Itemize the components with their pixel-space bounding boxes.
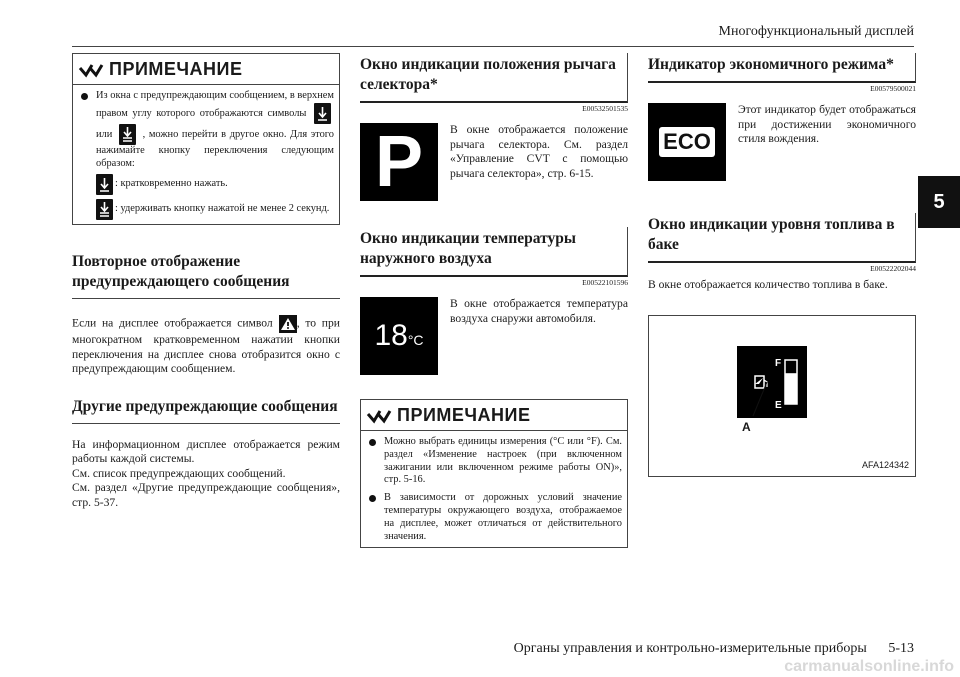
- legend-text: : кратковременно нажать.: [115, 178, 228, 190]
- eco-text: Этот индикатор будет отображаться при достижении экономичного стиля вождения.: [738, 103, 916, 145]
- repeat-text-part: , то при многократном кратковременном нажатии кнопки переключения на дисплее снова отобразится окно с предупреждающим сообщением.: [72, 317, 340, 376]
- note-text-or: или: [96, 128, 113, 140]
- note-bullet: [361, 492, 627, 543]
- note-bullet: [361, 436, 627, 487]
- long-press-icon: [96, 199, 113, 220]
- short-press-icon: [314, 103, 331, 124]
- page-number: 5-13: [888, 641, 914, 656]
- fuel-figure-code: AFA124342: [861, 459, 909, 470]
- bullet-dot: [369, 439, 376, 446]
- note-text: В зависимости от дорожных условий значение температуры окружающего воздуха, отображаемое на дисплее, может отличаться от действительного значения.: [384, 492, 622, 542]
- other-text-line: См. раздел «Другие предупреждающие сообщения», стр. 5-37.: [72, 481, 340, 509]
- fuel-text: В окне отображается количество топлива в баке.: [648, 278, 888, 291]
- bullet-dot: [369, 495, 376, 502]
- gear-row: [360, 123, 628, 201]
- note-title: ПРИМЕЧАНИЕ: [397, 405, 531, 425]
- eco-heading-text: Индикатор экономичного режима: [648, 56, 887, 73]
- note-text: Из окна с предупреждающим сообщением, в верхнем правом углу которого отображаются символы: [96, 90, 334, 119]
- note-box-1: [72, 53, 340, 225]
- long-press-icon: [119, 124, 136, 145]
- fuel-code: E00522202044: [870, 264, 916, 273]
- column-2: [360, 53, 628, 548]
- bullet-dot: [81, 93, 88, 100]
- fuel-callout-line: [649, 316, 917, 478]
- fuel-empty-mark: E: [775, 399, 782, 411]
- temp-code: E00522101596: [582, 278, 628, 287]
- header-rule: [72, 46, 914, 47]
- fuel-figure: [648, 315, 916, 477]
- fuel-heading: Окно индикации уровня топлива в баке: [648, 213, 916, 263]
- legend-long: [73, 199, 339, 220]
- watermark: carmanualsonline.info: [784, 658, 954, 675]
- other-text-line: На информационном дисплее отображается режим работы каждой системы.: [72, 437, 340, 466]
- gear-code: E00532501535: [582, 104, 628, 113]
- footer-section: Органы управления и контрольно-измерительные приборы: [513, 641, 867, 656]
- repeat-heading: Повторное отображение предупреждающего сообщения: [72, 252, 340, 299]
- eco-row: [648, 103, 916, 181]
- other-heading: Другие предупреждающие сообщения: [72, 397, 340, 424]
- gear-display: [360, 123, 438, 201]
- temp-text: В окне отображается температура воздуха снаружи автомобиля.: [450, 297, 628, 325]
- gear-text: В окне отображается положение рычага селектора. См. раздел «Управление CVT с помощью рычага селектора», стр. 6-15.: [450, 123, 628, 180]
- note-text: , можно перейти в другое окно. Для этого нажимайте кнопку переключения следующим образом:: [96, 128, 334, 169]
- repeat-text: [72, 315, 340, 377]
- page-footer: [514, 641, 914, 657]
- note-bullet: [73, 90, 339, 170]
- section-tab[interactable]: 5: [918, 176, 960, 228]
- other-text-line: См. список предупреждающих сообщений.: [72, 466, 286, 480]
- note-check-icon: [78, 62, 104, 78]
- temp-row: [360, 297, 628, 375]
- note-box-2: [360, 399, 628, 548]
- gear-heading-text: Окно индикации положения рычага селектора: [360, 56, 616, 93]
- column-3: [648, 53, 916, 477]
- temp-display: [360, 297, 438, 375]
- gear-heading-star: *: [430, 76, 438, 93]
- fuel-full-mark: F: [775, 357, 782, 369]
- column-1: [72, 53, 340, 510]
- page-header-title: Многофункциональный дисплей: [718, 24, 914, 39]
- repeat-text-part: Если на дисплее отображается символ: [72, 317, 273, 331]
- eco-heading-star: *: [886, 56, 894, 73]
- warning-icon: [279, 315, 297, 333]
- short-press-icon: [96, 174, 113, 195]
- other-text: [72, 438, 340, 511]
- eco-heading: [648, 53, 916, 83]
- temp-heading: Окно индикации температуры наружного воздуха: [360, 227, 628, 277]
- eco-display-label: ECO: [659, 127, 715, 157]
- note-title: ПРИМЕЧАНИЕ: [109, 59, 243, 79]
- legend-text: : удерживать кнопку нажатой не менее 2 секунд.: [115, 203, 330, 215]
- gear-display-letter: P: [374, 122, 424, 202]
- temp-display-value: 18: [374, 319, 408, 352]
- note-header: [361, 400, 627, 431]
- note-header: [73, 54, 339, 85]
- eco-display: [648, 103, 726, 181]
- temp-display-unit: °C: [407, 332, 424, 348]
- eco-code: E00579500021: [870, 84, 916, 93]
- fuel-callout-label: A: [742, 419, 751, 434]
- note-text: Можно выбрать единицы измерения (°C или °F). См. раздел «Изменение настроек (при включенном зажигании или включенном режиме работы ON)», стр. 5-16.: [384, 436, 622, 486]
- gear-heading: [360, 53, 628, 103]
- note-check-icon: [366, 408, 392, 424]
- legend-short: [73, 174, 339, 195]
